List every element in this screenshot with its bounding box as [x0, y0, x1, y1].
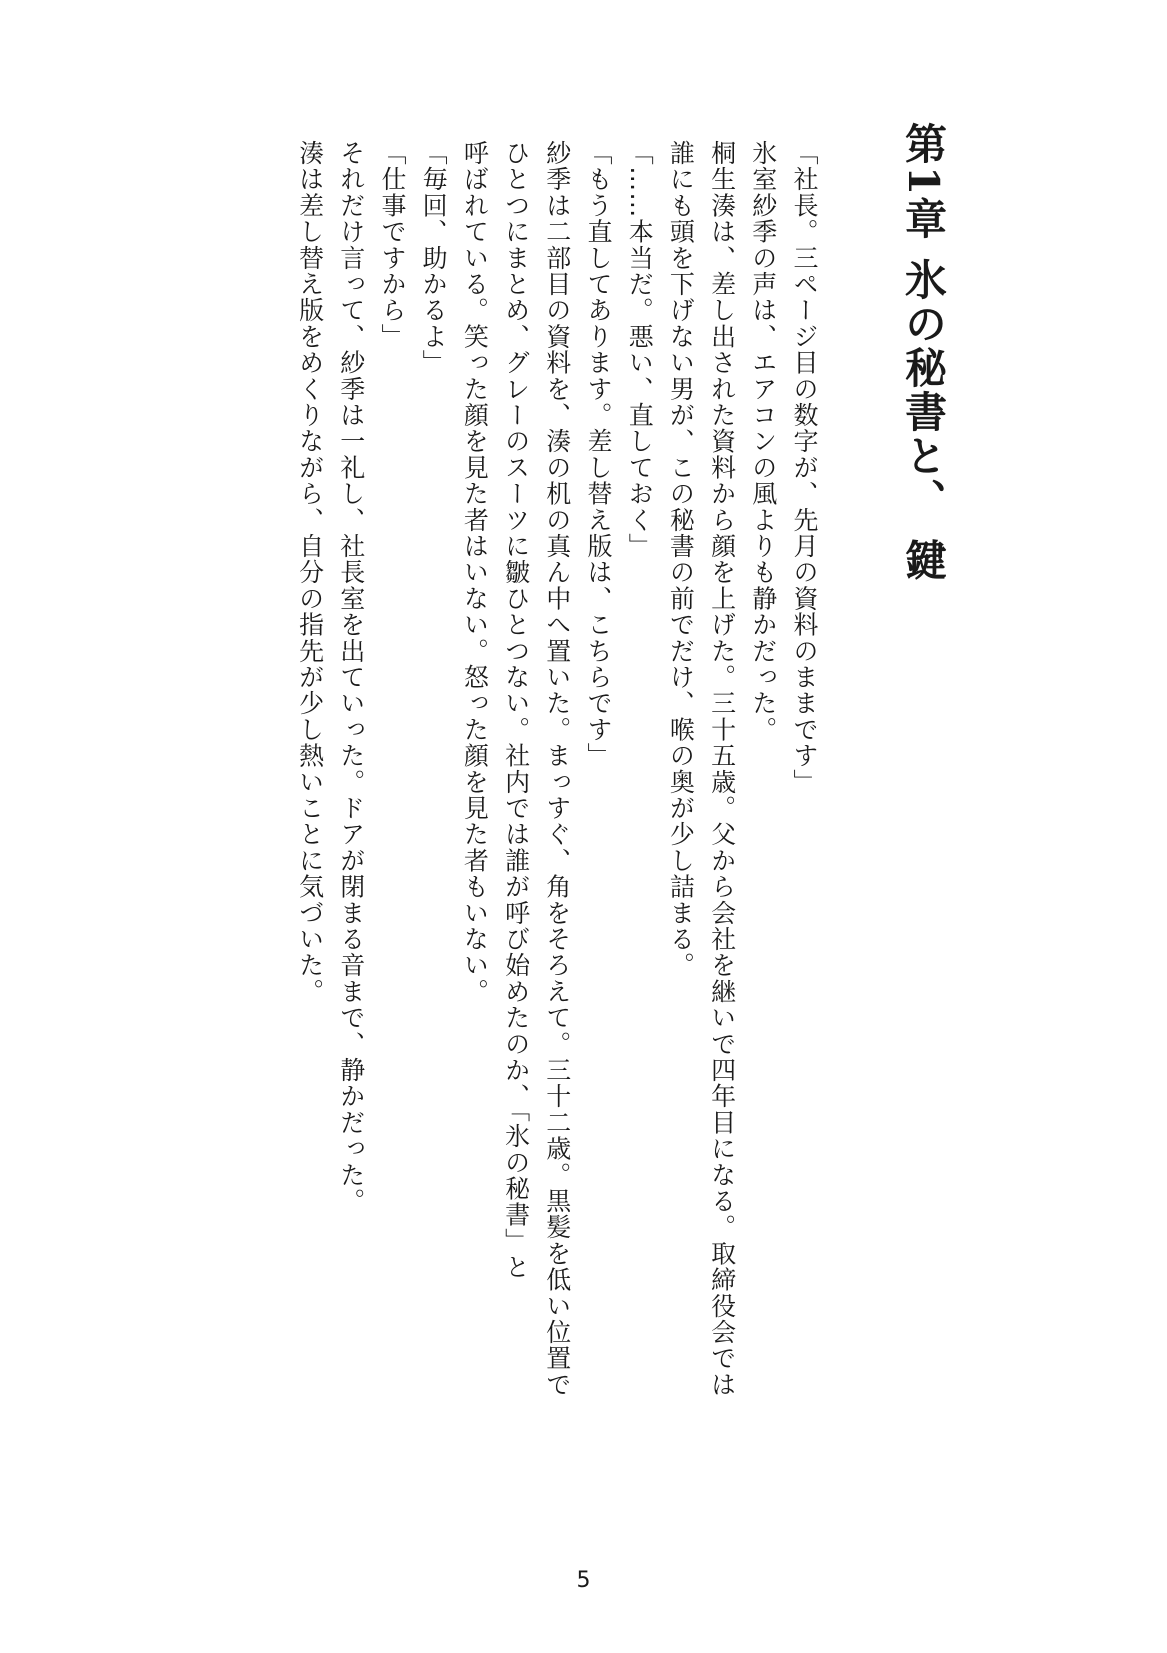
text-line-6: 「もう直してあります。差し替え版は、こちらです」 [583, 140, 613, 769]
text-line-9: 呼ばれている。笑った顔を見た者はいない。怒った顔を見た者もいない。 [460, 140, 490, 1005]
body-text [145, 140, 825, 1398]
page-number: 5 [576, 1568, 591, 1593]
text-line-10: 「毎回、助かるよ」 [419, 140, 449, 376]
text-line-13: 湊は差し替え版をめくりながら、自分の指先が少し熱いことに気づいた。 [295, 140, 325, 1005]
text-line-3: 桐生湊は、差し出された資料から顔を上げた。三十五歳。父から会社を継いで四年目になる。取締役会では [707, 140, 737, 1398]
text-line-4: 誰にも頭を下げない男が、この秘書の前でだけ、喉の奥が少し詰まる。 [666, 140, 696, 979]
chapter-title: 第1章 氷の秘書と、 鍵 [899, 122, 948, 583]
text-line-12: それだけ言って、紗季は一礼し、社長室を出ていった。ドアが閉まる音まで、静かだった。 [336, 140, 366, 1215]
text-line-7: 紗季は二部目の資料を、湊の机の真ん中へ置いた。まっすぐ、角をそろえて。三十二歳。黒髪を低い位置で [542, 140, 572, 1398]
text-line-1: 「社長。三ページ目の数字が、先月の資料のままです」 [790, 140, 819, 795]
text-line-11: 「仕事ですから」 [377, 140, 407, 350]
text-line-2: 氷室紗季の声は、エアコンの風よりも静かだった。 [748, 140, 778, 743]
text-line-5: 「……本当だ。悪い、直しておく」 [625, 140, 655, 560]
text-line-8: ひとつにまとめ、グレーのスーツに皺ひとつない。社内では誰が呼び始めたのか、「氷の秘書」と [501, 140, 531, 1281]
